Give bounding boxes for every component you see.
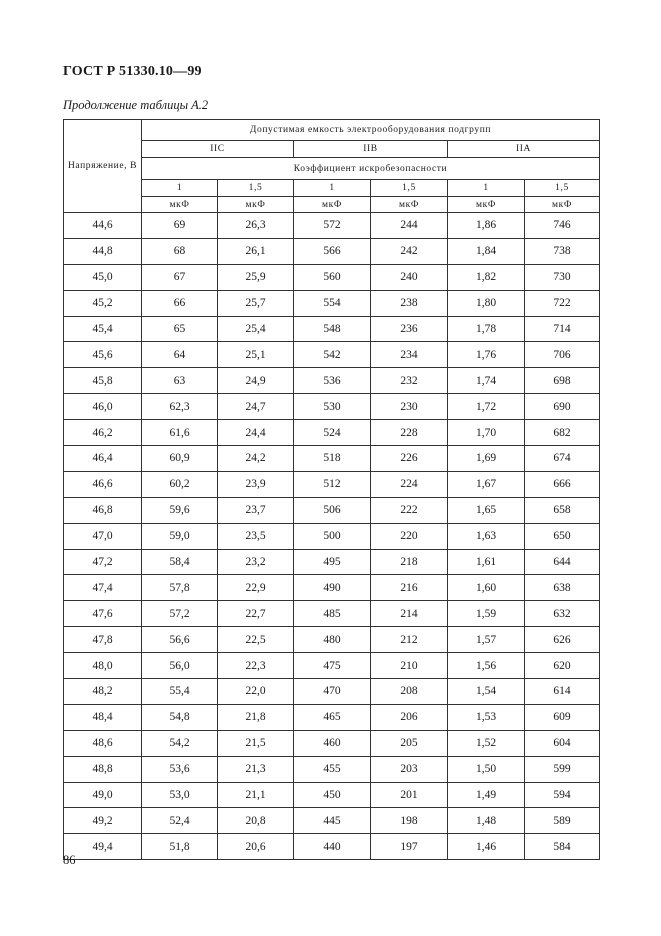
table-caption: Продолжение таблицы А.2 <box>63 98 209 112</box>
group-header-iic: IIC <box>142 141 294 158</box>
iia-k15-cell: 644 <box>525 549 600 575</box>
capacitance-table <box>63 119 600 860</box>
voltage-cell: 47,8 <box>64 627 142 653</box>
table-row <box>64 316 600 342</box>
unit-cell: мкФ <box>525 197 600 213</box>
iia-k1-cell: 1,49 <box>448 782 525 808</box>
iia-k1-cell: 1,69 <box>448 446 525 472</box>
iia-k1-cell: 1,59 <box>448 601 525 627</box>
iia-k15-cell: 632 <box>525 601 600 627</box>
iic-k1-cell: 57,2 <box>142 601 218 627</box>
iic-k15-cell: 20,8 <box>218 808 294 834</box>
iia-k15-cell: 738 <box>525 238 600 264</box>
iic-k15-cell: 25,9 <box>218 264 294 290</box>
voltage-cell: 48,4 <box>64 704 142 730</box>
iic-k15-cell: 21,3 <box>218 756 294 782</box>
page-number: 86 <box>63 853 76 867</box>
iib-k1-cell: 450 <box>294 782 371 808</box>
factor-cell: 1 <box>142 180 218 197</box>
iib-k1-cell: 542 <box>294 342 371 368</box>
iib-k1-cell: 460 <box>294 730 371 756</box>
iia-k1-cell: 1,80 <box>448 290 525 316</box>
iia-k15-cell: 599 <box>525 756 600 782</box>
iib-k15-cell: 205 <box>371 730 448 756</box>
table-row <box>64 756 600 782</box>
table-row <box>64 420 600 446</box>
iic-k1-cell: 55,4 <box>142 679 218 705</box>
iia-k15-cell: 730 <box>525 264 600 290</box>
iic-k1-cell: 60,9 <box>142 446 218 472</box>
iib-k15-cell: 238 <box>371 290 448 316</box>
voltage-cell: 48,0 <box>64 653 142 679</box>
voltage-cell: 47,2 <box>64 549 142 575</box>
iib-k15-cell: 232 <box>371 368 448 394</box>
iic-k15-cell: 20,6 <box>218 834 294 860</box>
iic-k1-cell: 59,6 <box>142 497 218 523</box>
iic-k1-cell: 56,6 <box>142 627 218 653</box>
iib-k15-cell: 224 <box>371 471 448 497</box>
iic-k1-cell: 65 <box>142 316 218 342</box>
voltage-cell: 48,2 <box>64 679 142 705</box>
iic-k1-cell: 56,0 <box>142 653 218 679</box>
iic-k15-cell: 22,9 <box>218 575 294 601</box>
iib-k15-cell: 218 <box>371 549 448 575</box>
iib-k1-cell: 566 <box>294 238 371 264</box>
unit-cell: мкФ <box>448 197 525 213</box>
iia-k1-cell: 1,67 <box>448 471 525 497</box>
document-title: ГОСТ Р 51330.10—99 <box>63 64 202 79</box>
voltage-cell: 46,4 <box>64 446 142 472</box>
safety-factor-header: Коэффициент искробезопасности <box>142 158 600 180</box>
iia-k1-cell: 1,84 <box>448 238 525 264</box>
iic-k15-cell: 23,2 <box>218 549 294 575</box>
table-row <box>64 264 600 290</box>
iia-k15-cell: 674 <box>525 446 600 472</box>
iic-k15-cell: 21,1 <box>218 782 294 808</box>
voltage-cell: 45,2 <box>64 290 142 316</box>
voltage-cell: 47,6 <box>64 601 142 627</box>
iib-k15-cell: 197 <box>371 834 448 860</box>
iic-k1-cell: 53,6 <box>142 756 218 782</box>
iia-k1-cell: 1,54 <box>448 679 525 705</box>
table-row <box>64 342 600 368</box>
table-row <box>64 238 600 264</box>
iib-k1-cell: 518 <box>294 446 371 472</box>
iib-k15-cell: 228 <box>371 420 448 446</box>
voltage-cell: 44,6 <box>64 213 142 239</box>
table-row <box>64 653 600 679</box>
table-row <box>64 730 600 756</box>
iic-k15-cell: 21,5 <box>218 730 294 756</box>
iib-k15-cell: 220 <box>371 523 448 549</box>
iic-k1-cell: 67 <box>142 264 218 290</box>
iia-k1-cell: 1,82 <box>448 264 525 290</box>
iia-k15-cell: 714 <box>525 316 600 342</box>
iib-k1-cell: 548 <box>294 316 371 342</box>
iia-k1-cell: 1,78 <box>448 316 525 342</box>
table-row <box>64 446 600 472</box>
iib-k15-cell: 244 <box>371 213 448 239</box>
iic-k1-cell: 57,8 <box>142 575 218 601</box>
table-row <box>64 782 600 808</box>
iib-k15-cell: 201 <box>371 782 448 808</box>
iia-k1-cell: 1,76 <box>448 342 525 368</box>
iia-k1-cell: 1,86 <box>448 213 525 239</box>
iia-k1-cell: 1,56 <box>448 653 525 679</box>
iic-k15-cell: 24,7 <box>218 394 294 420</box>
iia-k15-cell: 682 <box>525 420 600 446</box>
iib-k1-cell: 530 <box>294 394 371 420</box>
iia-k15-cell: 604 <box>525 730 600 756</box>
iib-k15-cell: 206 <box>371 704 448 730</box>
iib-k15-cell: 198 <box>371 808 448 834</box>
iic-k1-cell: 59,0 <box>142 523 218 549</box>
iic-k1-cell: 61,6 <box>142 420 218 446</box>
iic-k15-cell: 23,5 <box>218 523 294 549</box>
iic-k15-cell: 21,8 <box>218 704 294 730</box>
iic-k1-cell: 54,8 <box>142 704 218 730</box>
iia-k15-cell: 650 <box>525 523 600 549</box>
iic-k15-cell: 22,5 <box>218 627 294 653</box>
iia-k1-cell: 1,50 <box>448 756 525 782</box>
iic-k15-cell: 22,3 <box>218 653 294 679</box>
iia-k15-cell: 722 <box>525 290 600 316</box>
voltage-cell: 44,8 <box>64 238 142 264</box>
iib-k15-cell: 242 <box>371 238 448 264</box>
iib-k1-cell: 512 <box>294 471 371 497</box>
iic-k15-cell: 24,9 <box>218 368 294 394</box>
unit-cell: мкФ <box>218 197 294 213</box>
voltage-cell: 45,8 <box>64 368 142 394</box>
iia-k1-cell: 1,70 <box>448 420 525 446</box>
iic-k1-cell: 51,8 <box>142 834 218 860</box>
iic-k1-cell: 58,4 <box>142 549 218 575</box>
table-row <box>64 497 600 523</box>
iic-k1-cell: 62,3 <box>142 394 218 420</box>
factor-cell: 1,5 <box>218 180 294 197</box>
voltage-cell: 47,4 <box>64 575 142 601</box>
iia-k15-cell: 594 <box>525 782 600 808</box>
iia-k1-cell: 1,52 <box>448 730 525 756</box>
iib-k15-cell: 212 <box>371 627 448 653</box>
table-row <box>64 834 600 860</box>
iia-k1-cell: 1,63 <box>448 523 525 549</box>
unit-cell: мкФ <box>142 197 218 213</box>
voltage-cell: 49,0 <box>64 782 142 808</box>
iia-k1-cell: 1,48 <box>448 808 525 834</box>
capacity-header: Допустимая емкость электрооборудования подгрупп <box>142 120 600 141</box>
iib-k1-cell: 495 <box>294 549 371 575</box>
iia-k1-cell: 1,65 <box>448 497 525 523</box>
table-row <box>64 679 600 705</box>
iib-k15-cell: 230 <box>371 394 448 420</box>
factor-cell: 1 <box>448 180 525 197</box>
iia-k1-cell: 1,72 <box>448 394 525 420</box>
iia-k15-cell: 690 <box>525 394 600 420</box>
iia-k15-cell: 706 <box>525 342 600 368</box>
iic-k1-cell: 66 <box>142 290 218 316</box>
factor-cell: 1,5 <box>371 180 448 197</box>
iib-k1-cell: 455 <box>294 756 371 782</box>
voltage-cell: 46,8 <box>64 497 142 523</box>
iia-k15-cell: 609 <box>525 704 600 730</box>
iia-k1-cell: 1,74 <box>448 368 525 394</box>
iib-k15-cell: 216 <box>371 575 448 601</box>
table-row <box>64 523 600 549</box>
iia-k15-cell: 638 <box>525 575 600 601</box>
iib-k1-cell: 490 <box>294 575 371 601</box>
iia-k15-cell: 584 <box>525 834 600 860</box>
iia-k15-cell: 698 <box>525 368 600 394</box>
table-row <box>64 549 600 575</box>
voltage-cell: 46,0 <box>64 394 142 420</box>
voltage-cell: 45,0 <box>64 264 142 290</box>
iic-k1-cell: 63 <box>142 368 218 394</box>
iib-k15-cell: 214 <box>371 601 448 627</box>
iic-k15-cell: 22,7 <box>218 601 294 627</box>
iib-k1-cell: 480 <box>294 627 371 653</box>
iia-k1-cell: 1,46 <box>448 834 525 860</box>
iic-k15-cell: 22,0 <box>218 679 294 705</box>
iib-k15-cell: 226 <box>371 446 448 472</box>
voltage-column-header: Напряжение, В <box>64 120 142 213</box>
table-row <box>64 704 600 730</box>
iib-k1-cell: 560 <box>294 264 371 290</box>
iic-k15-cell: 25,7 <box>218 290 294 316</box>
iia-k15-cell: 626 <box>525 627 600 653</box>
iic-k1-cell: 53,0 <box>142 782 218 808</box>
iic-k15-cell: 24,2 <box>218 446 294 472</box>
iia-k15-cell: 666 <box>525 471 600 497</box>
iia-k15-cell: 746 <box>525 213 600 239</box>
iic-k1-cell: 52,4 <box>142 808 218 834</box>
iia-k15-cell: 658 <box>525 497 600 523</box>
iia-k15-cell: 589 <box>525 808 600 834</box>
voltage-cell: 45,4 <box>64 316 142 342</box>
iib-k1-cell: 572 <box>294 213 371 239</box>
voltage-cell: 48,6 <box>64 730 142 756</box>
iia-k15-cell: 614 <box>525 679 600 705</box>
iic-k1-cell: 54,2 <box>142 730 218 756</box>
voltage-cell: 47,0 <box>64 523 142 549</box>
group-header-iia: IIA <box>448 141 600 158</box>
table-row <box>64 627 600 653</box>
iia-k1-cell: 1,53 <box>448 704 525 730</box>
iib-k1-cell: 470 <box>294 679 371 705</box>
iic-k15-cell: 23,9 <box>218 471 294 497</box>
factor-cell: 1 <box>294 180 371 197</box>
iib-k15-cell: 210 <box>371 653 448 679</box>
table-row <box>64 213 600 239</box>
voltage-cell: 46,2 <box>64 420 142 446</box>
voltage-cell: 49,4 <box>64 834 142 860</box>
table-row <box>64 808 600 834</box>
iib-k1-cell: 524 <box>294 420 371 446</box>
iib-k15-cell: 222 <box>371 497 448 523</box>
iic-k15-cell: 24,4 <box>218 420 294 446</box>
iib-k1-cell: 440 <box>294 834 371 860</box>
table-row <box>64 394 600 420</box>
iic-k15-cell: 26,1 <box>218 238 294 264</box>
group-header-iib: IIB <box>294 141 448 158</box>
iic-k1-cell: 68 <box>142 238 218 264</box>
iib-k1-cell: 485 <box>294 601 371 627</box>
iic-k1-cell: 64 <box>142 342 218 368</box>
iib-k15-cell: 203 <box>371 756 448 782</box>
iib-k15-cell: 234 <box>371 342 448 368</box>
voltage-cell: 48,8 <box>64 756 142 782</box>
table-row <box>64 575 600 601</box>
iic-k15-cell: 25,1 <box>218 342 294 368</box>
iib-k1-cell: 554 <box>294 290 371 316</box>
iic-k1-cell: 60,2 <box>142 471 218 497</box>
iic-k15-cell: 23,7 <box>218 497 294 523</box>
iia-k1-cell: 1,61 <box>448 549 525 575</box>
table-row <box>64 290 600 316</box>
voltage-cell: 46,6 <box>64 471 142 497</box>
table-row <box>64 601 600 627</box>
iia-k1-cell: 1,57 <box>448 627 525 653</box>
table-row <box>64 368 600 394</box>
unit-cell: мкФ <box>294 197 371 213</box>
voltage-cell: 45,6 <box>64 342 142 368</box>
iib-k15-cell: 236 <box>371 316 448 342</box>
iib-k1-cell: 445 <box>294 808 371 834</box>
table-row <box>64 471 600 497</box>
factor-cell: 1,5 <box>525 180 600 197</box>
iib-k1-cell: 465 <box>294 704 371 730</box>
iib-k15-cell: 208 <box>371 679 448 705</box>
iib-k1-cell: 500 <box>294 523 371 549</box>
iic-k15-cell: 26,3 <box>218 213 294 239</box>
unit-cell: мкФ <box>371 197 448 213</box>
iic-k1-cell: 69 <box>142 213 218 239</box>
iia-k1-cell: 1,60 <box>448 575 525 601</box>
iia-k15-cell: 620 <box>525 653 600 679</box>
iic-k15-cell: 25,4 <box>218 316 294 342</box>
voltage-cell: 49,2 <box>64 808 142 834</box>
iib-k1-cell: 506 <box>294 497 371 523</box>
iib-k15-cell: 240 <box>371 264 448 290</box>
iib-k1-cell: 475 <box>294 653 371 679</box>
iib-k1-cell: 536 <box>294 368 371 394</box>
